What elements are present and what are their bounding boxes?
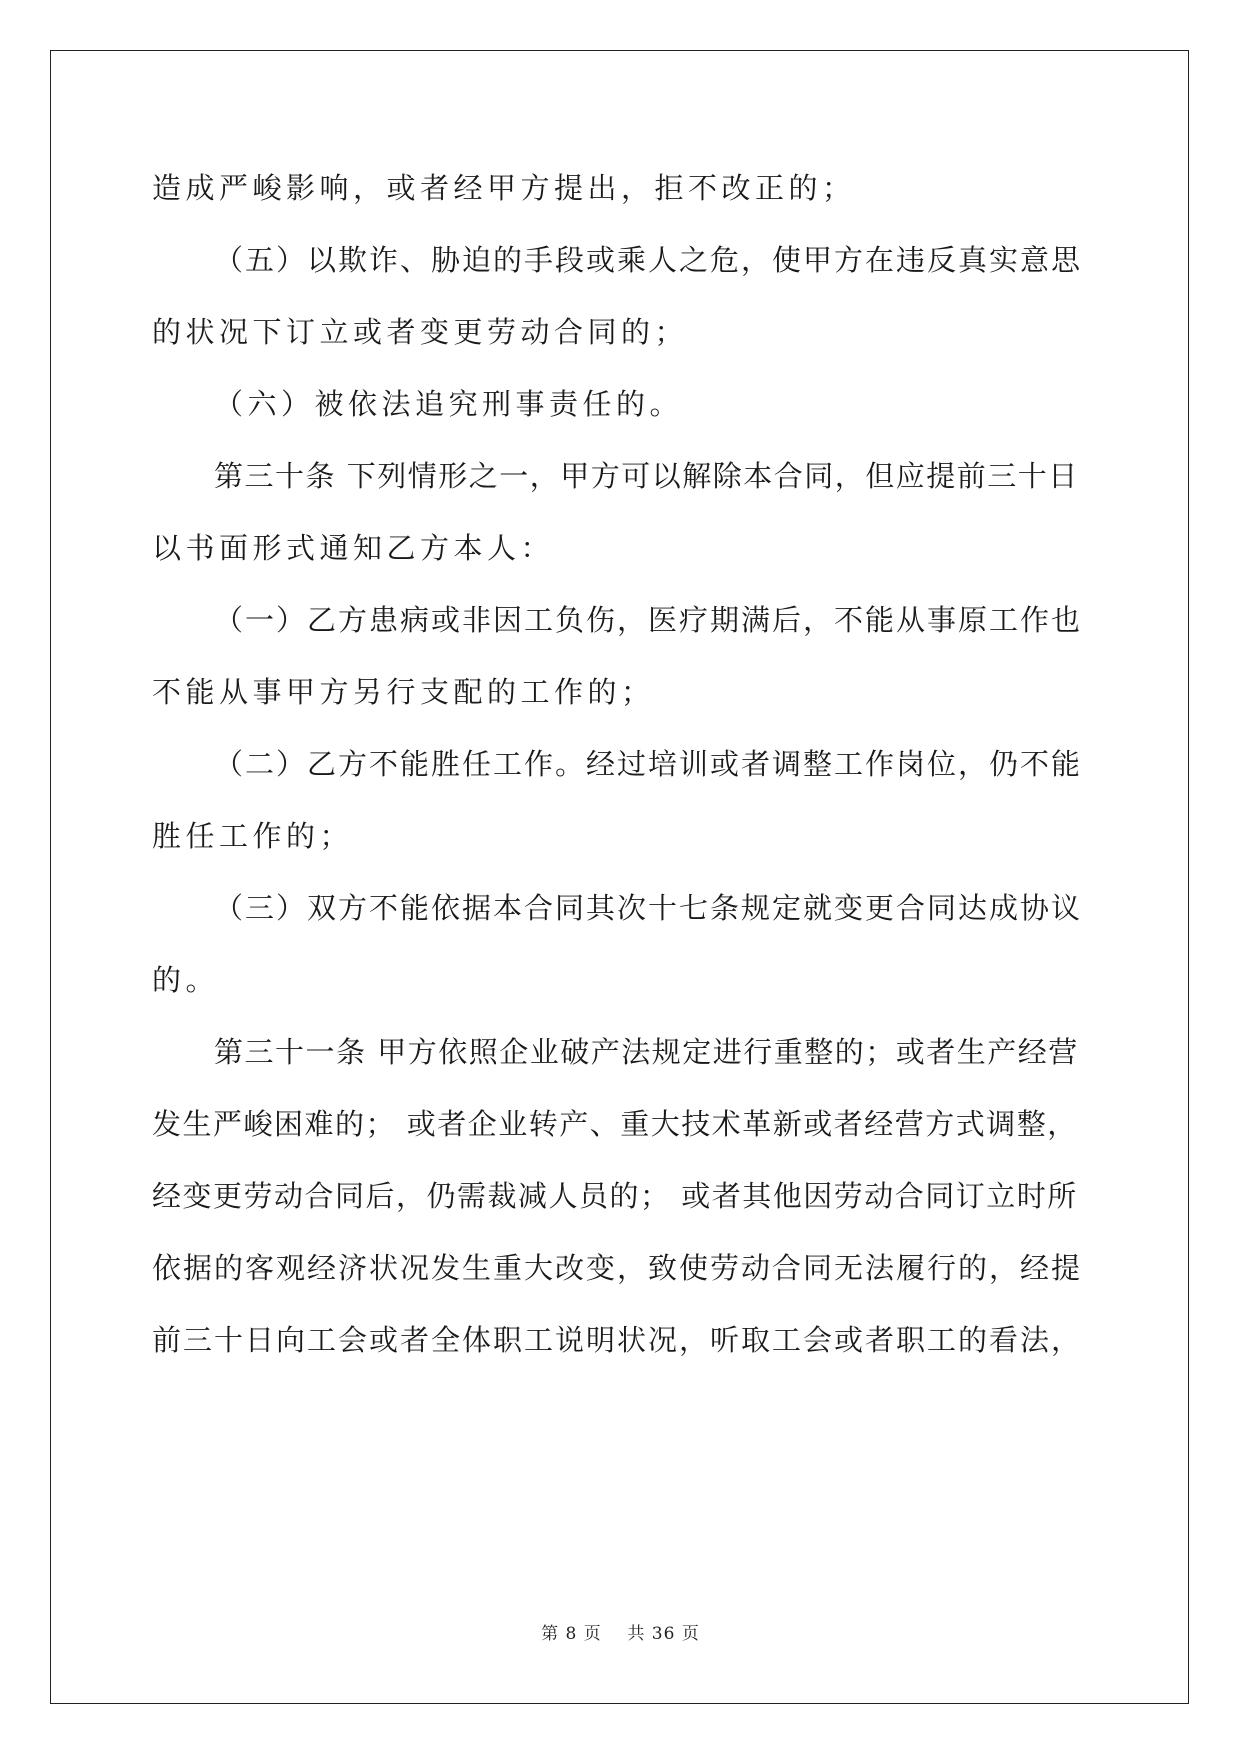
text-line: 造成严峻影响，或者经甲方提出，拒不改正的；	[152, 171, 856, 205]
text-line: 前三十日向工会或者全体职工说明状况，听取工会或者职工的看法，	[152, 1323, 1083, 1357]
text-line: （五）以欺诈、胁迫的手段或乘人之危，使甲方在违反真实意思	[214, 243, 1083, 277]
page-footer	[0, 1619, 1241, 1644]
page-number: 第 8 页 共 36 页	[541, 1624, 700, 1644]
text-line: 以书面形式通知乙方本人：	[152, 531, 555, 565]
text-line: 胜任工作的；	[152, 819, 354, 853]
text-line: 第三十一条 甲方依照企业破产法规定进行重整的；或者生产经营	[214, 1035, 1079, 1069]
text-line: 依据的客观经济状况发生重大改变，致使劳动合同无法履行的，经提	[152, 1251, 1083, 1285]
text-line: （六）被依法追究刑事责任的。	[214, 387, 684, 421]
text-line: （一）乙方患病或非因工负伤，医疗期满后，不能从事原工作也	[214, 603, 1083, 637]
text-line: 的状况下订立或者变更劳动合同的；	[152, 315, 689, 349]
text-line: 不能从事甲方另行支配的工作的；	[152, 675, 655, 709]
text-line: （二）乙方不能胜任工作。经过培训或者调整工作岗位，仍不能	[214, 747, 1083, 781]
text-line: 的。	[152, 963, 220, 997]
text-line: 经变更劳动合同后，仍需裁减人员的； 或者其他因劳动合同订立时所	[152, 1179, 1078, 1213]
text-line: （三）双方不能依据本合同其次十七条规定就变更合同达成协议	[214, 891, 1083, 925]
text-line: 发生严峻困难的； 或者企业转产、重大技术革新或者经营方式调整，	[152, 1107, 1078, 1141]
page-frame	[50, 50, 1189, 1704]
text-line: 第三十条 下列情形之一，甲方可以解除本合同，但应提前三十日	[214, 459, 1079, 493]
